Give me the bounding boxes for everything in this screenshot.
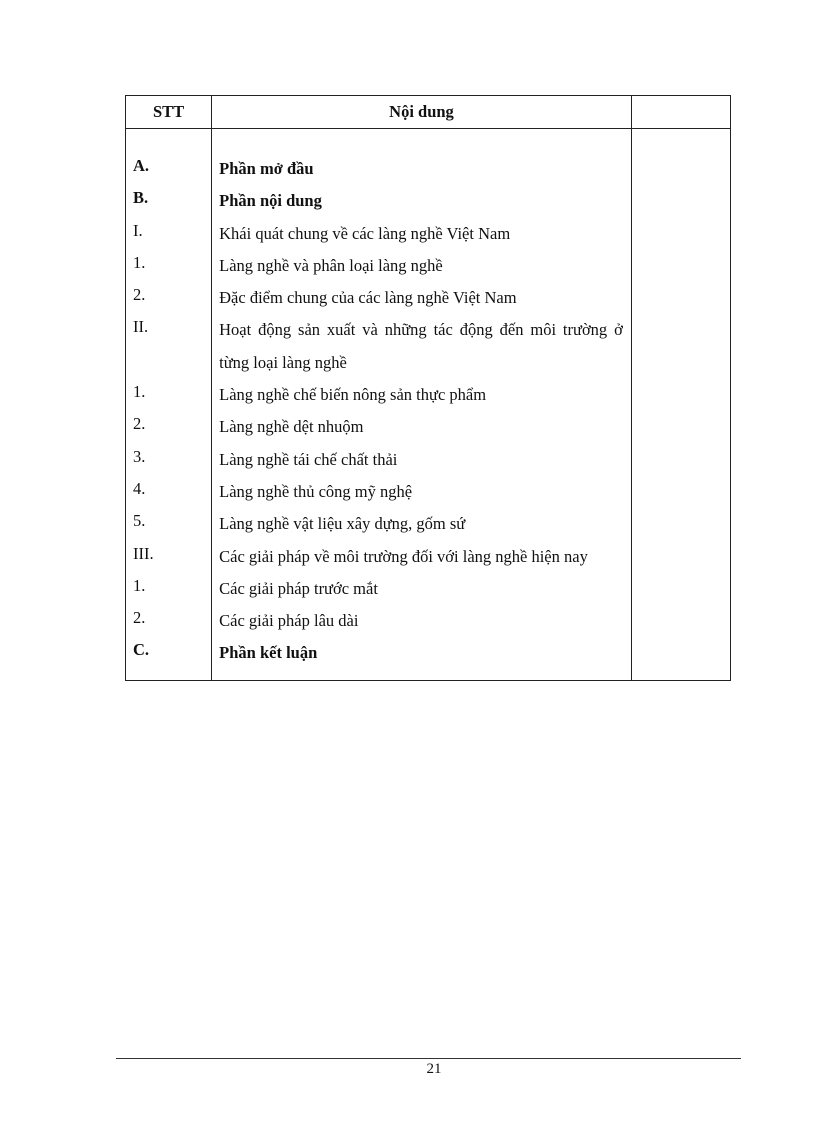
toc-entry: Làng nghề vật liệu xây dựng, gốm sứ	[219, 514, 466, 534]
stt-label: 2.	[133, 414, 146, 434]
toc-entry: Làng nghề chế biến nông sản thực phẩm	[219, 385, 487, 405]
header-page	[631, 96, 730, 129]
footer-rule	[116, 1058, 741, 1059]
toc-entry: Làng nghề thủ công mỹ nghệ	[219, 481, 413, 501]
stt-label: 2.	[133, 608, 146, 628]
toc-entry: Phần kết luận	[219, 643, 318, 663]
toc-entry: Phần nội dung	[219, 191, 322, 211]
stt-label: 5.	[133, 511, 146, 531]
header-stt: STT	[126, 96, 212, 129]
toc-table	[125, 95, 731, 681]
stt-label: 1.	[133, 252, 146, 272]
stt-label: 1.	[133, 575, 146, 595]
toc-entry: Hoạt động sản xuất và những tác động đến môi trường ở từng loại làng nghề	[219, 320, 623, 372]
stt-label	[133, 347, 211, 379]
toc-entry: Khái quát chung về các làng nghề Việt Nam	[219, 223, 511, 243]
toc-entry: Phần mở đầu	[219, 159, 314, 178]
page-number: 21	[426, 1061, 442, 1077]
stt-column	[126, 129, 212, 681]
stt-label: III.	[133, 543, 154, 563]
toc-entry: Các giải pháp về môi trường đối với làng nghề hiện nay	[219, 546, 588, 566]
stt-label: 1.	[133, 382, 146, 402]
toc-entry: Các giải pháp lâu dài	[219, 611, 359, 631]
stt-label: 4.	[133, 478, 146, 498]
page-column	[631, 129, 730, 681]
stt-label: A.	[133, 156, 150, 175]
stt-label: 2.	[133, 285, 146, 305]
toc-entry: Làng nghề và phân loại làng nghề	[219, 255, 443, 275]
toc-header-row	[126, 96, 731, 129]
toc-entry: Các giải pháp trước mắt	[219, 578, 378, 598]
stt-label: B.	[133, 188, 149, 208]
content-column	[212, 129, 632, 681]
toc-entry: Làng nghề dệt nhuộm	[219, 417, 364, 437]
stt-label: I.	[133, 220, 143, 240]
stt-label: II.	[133, 317, 149, 337]
toc-entry: Làng nghề tái chế chất thải	[219, 449, 398, 469]
toc-entry: Đặc điểm chung của các làng nghề Việt Nam	[219, 288, 517, 308]
stt-label: 3.	[133, 446, 146, 466]
stt-label: C.	[133, 640, 150, 660]
toc-body-row	[126, 129, 731, 681]
header-content: Nội dung	[212, 96, 632, 129]
